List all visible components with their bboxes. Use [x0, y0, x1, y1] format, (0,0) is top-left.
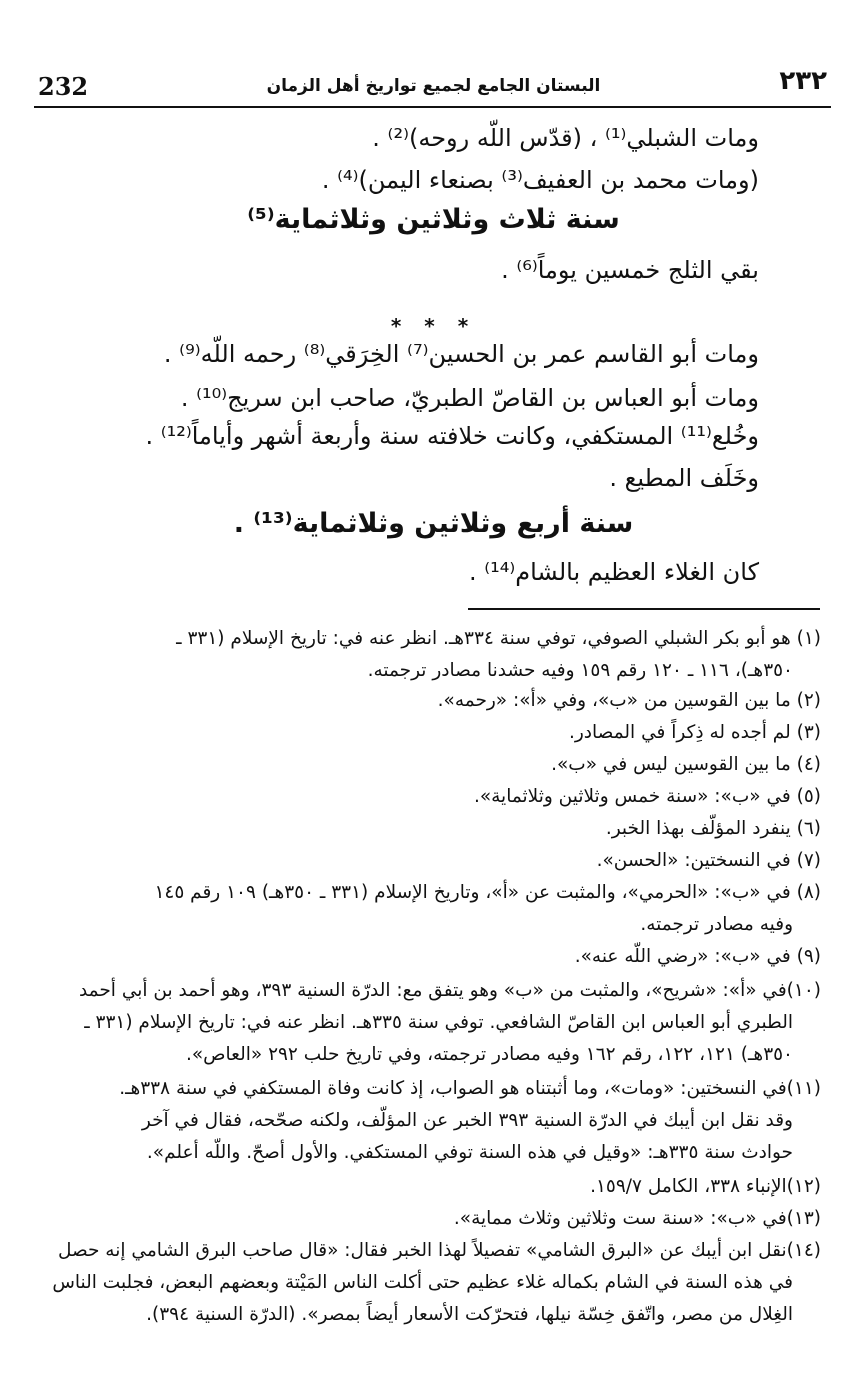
footnote-8-cont: وفيه مصادر ترجمته. [640, 914, 793, 935]
footnote-9: (٩) في «ب»: «رضي اللّه عنه». [574, 946, 821, 967]
footnote-1: (١) هو أبو بكر الشبلي الصوفي، توفي سنة ٣٣٤هـ. انظر عنه في: تاريخ الإسلام (٣٣١ ـ [176, 628, 821, 649]
footnote-5: (٥) في «ب»: «سنة خمس وثلاثين وثلاثماية». [473, 786, 821, 807]
footnote-11: (١١)في النسختين: «ومات»، وما أثبتناه هو الصواب، إذ كانت وفاة المستكفي في سنة ٣٣٨هـ. [119, 1078, 821, 1099]
footnote-10: (١٠)في «أ»: «شريح»، والمثبت من «ب» وهو يتفق مع: الدرّة السنية ٣٩٣، وهو أحمد بن أبي أحمد [78, 980, 821, 1001]
footnote-11-cont-2: حوادث سنة ٣٣٥هـ: «وقيل في هذه السنة توفي المستكفي. والأول أصحّ. واللّه أعلم». [146, 1142, 793, 1163]
body-line-6: وخُلع⁽¹¹⁾ المستكفي، وكانت خلافته سنة وأربعة أشهر وأياماً⁽¹²⁾ . [145, 422, 759, 450]
footnote-14-cont-1: في هذه السنة في الشام بكماله غلاء عظيم حتى أكلت الناس المَيْتة وبعضهم البعض، فجلبت الناس [52, 1272, 793, 1293]
footnote-3: (٣) لم أجده له ذِكراً في المصادر. [568, 722, 821, 743]
footnote-13: (١٣)في «ب»: «سنة ست وثلاثين وثلاث مماية». [453, 1208, 821, 1229]
section-separator: * * * [390, 314, 477, 338]
footnote-14-cont-2: الغِلال من مصر، واتّفق خِسّة نيلها، فتحرّكت الأسعار أيضاً بمصر». (الدرّة السنية ٣٩٤). [146, 1304, 793, 1325]
body-line-3: بقي الثلج خمسين يوماً⁽⁶⁾ . [501, 256, 759, 284]
year-heading-334: سنة أربع وثلاثين وثلاثماية⁽¹³⁾ . [233, 508, 634, 539]
body-line-8: كان الغلاء العظيم بالشام⁽¹⁴⁾ . [468, 558, 759, 586]
footnote-8: (٨) في «ب»: «الحرمي»، والمثبت عن «أ»، وتاريخ الإسلام (٣٣١ ـ ٣٥٠هـ) ١٠٩ رقم ١٤٥ [154, 882, 821, 903]
footnote-12: (١٢)الإنباء ٣٣٨، الكامل ١٥٩/٧. [590, 1176, 821, 1197]
footnote-6: (٦) ينفرد المؤلّف بهذا الخبر. [605, 818, 821, 839]
body-line-2: (ومات محمد بن العفيف⁽³⁾ بصنعاء اليمن)⁽⁴⁾ . [321, 166, 759, 194]
body-line-7: وخَلَف المطيع . [609, 464, 759, 492]
footnote-10-cont-2: ٣٥٠هـ) ١٢١، ١٢٢، رقم ١٦٢ وفيه مصادر ترجمته، وفي تاريخ حلب ٢٩٢ «العاص». [185, 1044, 793, 1065]
page-number-arabic: ٢٣٢ [779, 66, 827, 96]
footnote-rule [468, 608, 820, 610]
footnote-1-cont: ٣٥٠هـ)، ١١٦ ـ ١٢٠ رقم ١٥٩ وفيه حشدنا مصادر ترجمته. [367, 660, 793, 681]
footnote-14: (١٤)نقل ابن أيبك عن «البرق الشامي» تفصيلاً لهذا الخبر فقال: «قال صاحب البرق الشامي إنه حصل [57, 1240, 821, 1261]
footnote-7: (٧) في النسختين: «الحسن». [596, 850, 821, 871]
footnote-11-cont-1: وقد نقل ابن أيبك في الدرّة السنية ٣٩٣ الخبر عن المؤلّف، ولكنه صحّحه، فقال في آخر [141, 1110, 793, 1131]
year-heading-333: سنة ثلاث وثلاثين وثلاثماية⁽⁵⁾ [247, 204, 620, 235]
footnote-4: (٤) ما بين القوسين ليس في «ب». [551, 754, 821, 775]
body-line-1: ومات الشبلي⁽¹⁾ ، (قدّس اللّه روحه)⁽²⁾ . [372, 124, 759, 152]
body-line-5: ومات أبو العباس بن القاصّ الطبريّ، صاحب ابن سريج⁽¹⁰⁾ . [180, 384, 759, 412]
running-title: البستان الجامع لجميع تواريخ أهل الزمان [266, 76, 601, 96]
header-rule [34, 106, 831, 108]
body-line-4: ومات أبو القاسم عمر بن الحسين⁽⁷⁾ الخِرَقي⁽⁸⁾ رحمه اللّه⁽⁹⁾ . [163, 340, 759, 368]
footnote-2: (٢) ما بين القوسين من «ب»، وفي «أ»: «رحمه». [437, 690, 821, 711]
page-number-latin: 232 [38, 72, 89, 101]
footnote-10-cont-1: الطبري أبو العباس ابن القاصّ الشافعي. توفي سنة ٣٣٥هـ. انظر عنه في: تاريخ الإسلام (٣٣١ ـ [84, 1012, 793, 1033]
